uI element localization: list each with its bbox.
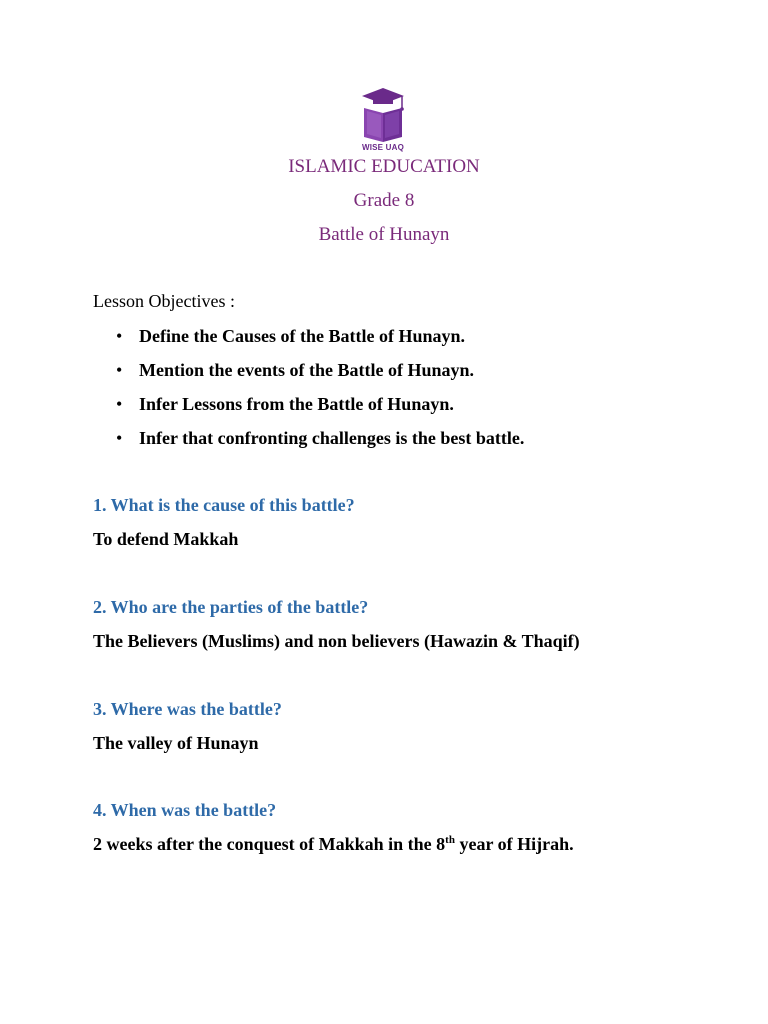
objective-item: • Infer that confronting challenges is the best battle. — [116, 428, 525, 448]
objective-item: • Infer Lessons from the Battle of Hunayn. — [116, 394, 454, 414]
answer-1: To defend Makkah — [93, 529, 239, 549]
answer-2: The Believers (Muslims) and non believers (Hawazin & Thaqif) — [93, 631, 580, 651]
logo-text: WISE UAQ — [361, 143, 405, 152]
bullet-icon: • — [116, 428, 123, 448]
bullet-icon: • — [116, 326, 123, 346]
question-1: 1. What is the cause of this battle? — [93, 495, 355, 515]
answer-3: The valley of Hunayn — [93, 733, 259, 753]
grade-label: Grade 8 — [353, 190, 415, 211]
bullet-icon: • — [116, 394, 123, 414]
question-2: 2. Who are the parties of the battle? — [93, 597, 369, 617]
ordinal-suffix: th — [445, 834, 455, 846]
subject-title: ISLAMIC EDUCATION — [288, 156, 480, 177]
bullet-icon: • — [116, 360, 123, 380]
objective-item: • Mention the events of the Battle of Hunayn. — [116, 360, 474, 380]
question-3: 3. Where was the battle? — [93, 699, 282, 719]
lesson-topic: Battle of Hunayn — [318, 224, 450, 245]
question-4: 4. When was the battle? — [93, 800, 277, 820]
answer-4: 2 weeks after the conquest of Makkah in the 8th year of Hijrah. — [93, 834, 574, 854]
objectives-label: Lesson Objectives : — [93, 291, 235, 311]
school-logo — [358, 86, 408, 156]
graduation-book-icon — [358, 86, 408, 144]
objective-item: • Define the Causes of the Battle of Hunayn. — [116, 326, 465, 346]
